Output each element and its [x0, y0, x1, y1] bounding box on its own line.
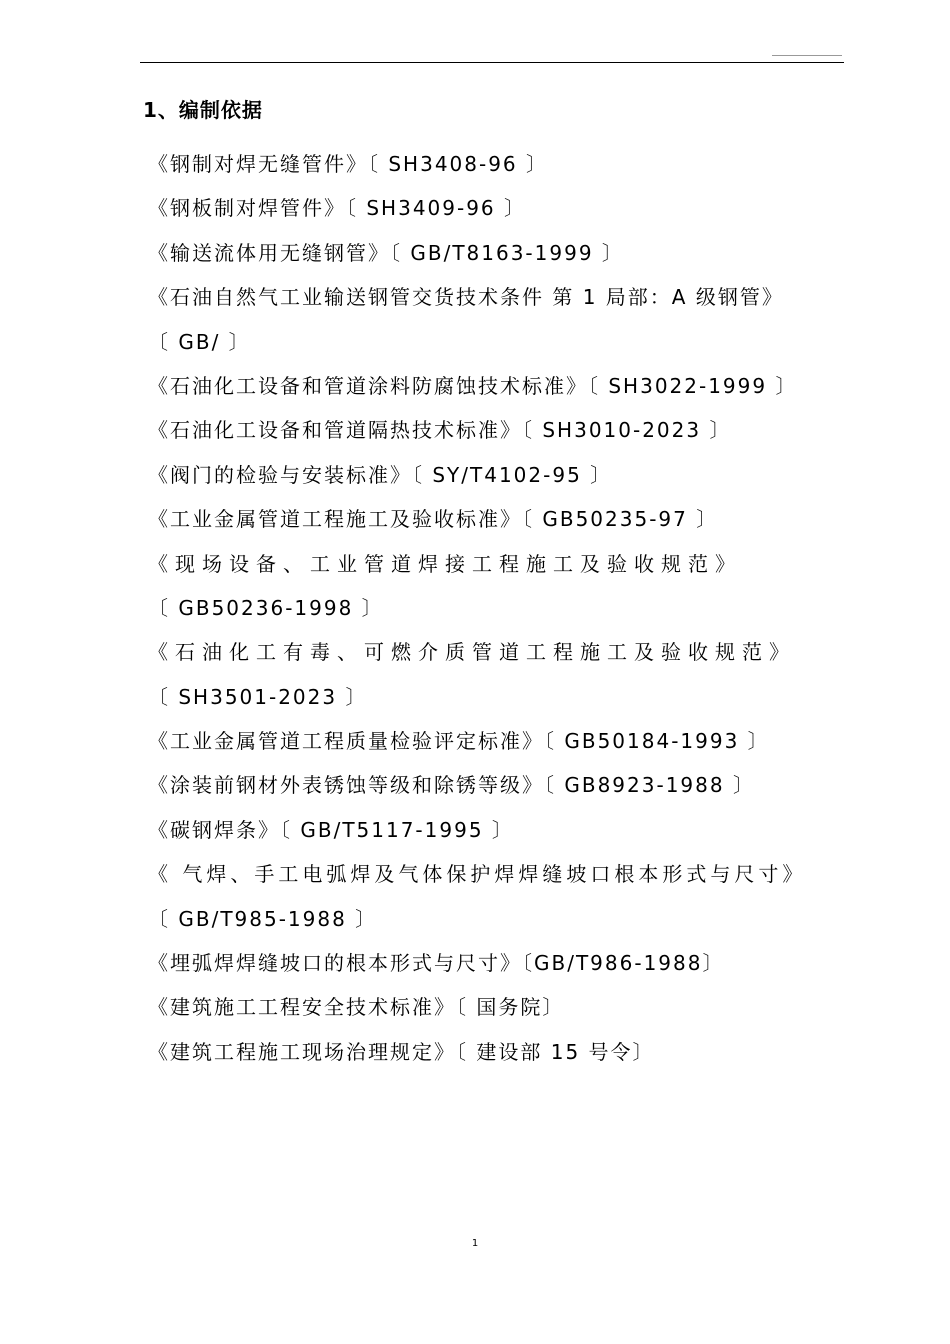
reference-item: 〔 GB/T985-1988 〕: [148, 906, 378, 931]
reference-item: 《石油化工设备和管道涂料防腐蚀技术标准》〔 SH3022-1999 〕: [148, 373, 798, 398]
reference-item: 《工业金属管道工程施工及验收标准》〔 GB50235-97 〕: [148, 507, 719, 532]
reference-item: 〔 GB/ 〕: [148, 329, 251, 354]
reference-item: 《建筑施工工程安全技术标准》〔 国务院〕: [148, 995, 565, 1020]
reference-list: [148, 142, 848, 1074]
reference-item: 《石油化工有毒、可燃介质管道工程施工及验收规范》: [148, 640, 796, 665]
reference-item: 《涂装前钢材外表锈蚀等级和除锈等级》〔 GB8923-1988 〕: [148, 773, 755, 798]
reference-item: 《石油化工设备和管道隔热技术标准》〔 SH3010-2023 〕: [148, 418, 732, 443]
reference-item: 《碳钢焊条》〔 GB/T5117-1995 〕: [148, 817, 514, 842]
header-rule: [140, 62, 844, 63]
reference-item: 《石油自然气工业输送钢管交货技术条件 第 1 局部：A 级钢管》: [148, 285, 784, 310]
reference-item: 《钢制对焊无缝管件》〔 SH3408-96 〕: [148, 152, 549, 176]
reference-item: 《钢板制对焊管件》〔 SH3409-96 〕: [148, 196, 527, 221]
reference-item: 《阀门的检验与安装标准》〔 SY/T4102-95 〕: [148, 462, 613, 487]
header-mark: [772, 55, 842, 56]
reference-item: 〔 SH3501-2023 〕: [148, 684, 368, 709]
section-title: 1、编制依据: [143, 98, 263, 122]
reference-item: 《工业金属管道工程质量检验评定标准》〔 GB50184-1993 〕: [148, 729, 770, 754]
reference-item: 〔 GB50236-1998 〕: [148, 595, 384, 620]
reference-item: 《建筑工程施工现场治理规定》〔 建设部 15 号令〕: [148, 1039, 655, 1064]
page-number: 1: [471, 1238, 479, 1249]
reference-item: 《现场设备、工业管道焊接工程施工及验收规范》: [148, 551, 742, 576]
reference-item: 《埋弧焊焊缝坡口的根本形式与尺寸》〔GB/T986-1988〕: [148, 951, 725, 976]
reference-item: 《输送流体用无缝钢管》〔 GB/T8163-1999 〕: [148, 240, 624, 265]
reference-item: 《 气焊、手工电弧焊及气体保护焊焊缝坡口根本形式与尺寸》: [148, 862, 807, 887]
